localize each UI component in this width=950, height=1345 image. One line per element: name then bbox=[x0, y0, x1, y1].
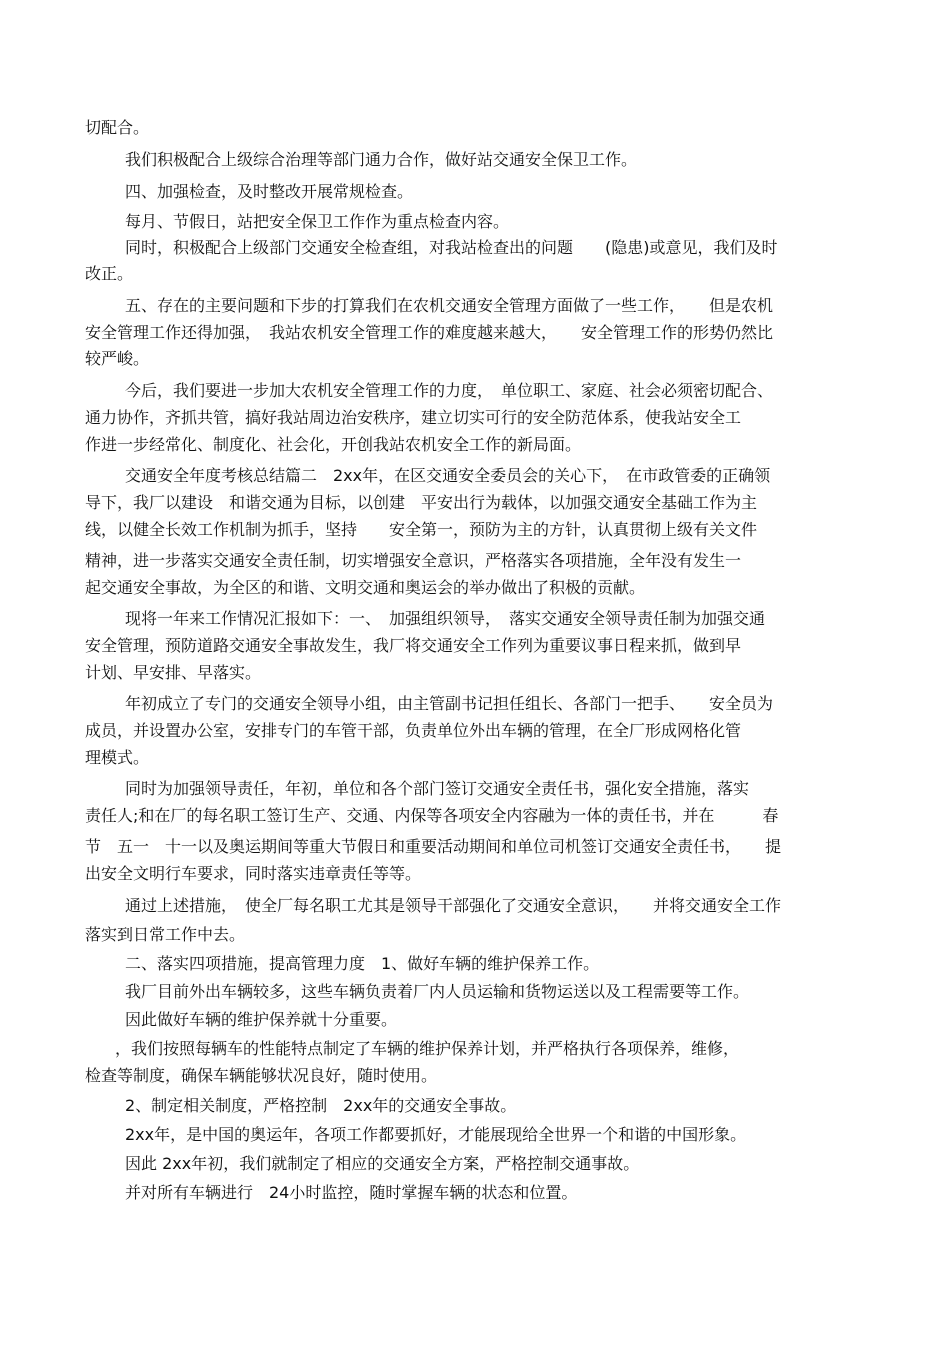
text-line: 每月、节假日，站把安全保卫工作作为重点检查内容。 bbox=[125, 212, 510, 231]
text-line: 理模式。 bbox=[85, 748, 150, 767]
text-line: 通过上述措施， 使全厂每名职工尤其是领导干部强化了交通安全意识， 并将交通安全工作 bbox=[125, 896, 782, 915]
text-line: 同时，积极配合上级部门交通安全检查组，对我站检查出的问题 (隐患)或意见，我们及时 bbox=[125, 238, 778, 257]
text-line: 现将一年来工作情况汇报如下：一、 加强组织领导， 落实交通安全领导责任制为加强交通 bbox=[125, 609, 766, 628]
text-line: 安全管理，预防道路交通安全事故发生，我厂将交通安全工作列为重要议事日程来抓，做到早 bbox=[85, 636, 742, 655]
text-line: 同时为加强领导责任，年初，单位和各个部门签订交通安全责任书，强化安全措施，落实 bbox=[125, 779, 750, 798]
text-line: 二、落实四项措施，提高管理力度 1、做好车辆的维护保养工作。 bbox=[125, 954, 600, 973]
text-line: 落实到日常工作中去。 bbox=[85, 925, 246, 944]
text-line: ，我们按照每辆车的性能特点制定了车辆的维护保养计划，并严格执行各项保养，维修， bbox=[115, 1039, 740, 1058]
text-line: 节 五一 十一以及奥运期间等重大节假日和重要活动期间和单位司机签订交通安全责任书， 提 bbox=[85, 837, 782, 856]
text-line: 安全管理工作还得加强， 我站农机安全管理工作的难度越来越大， 安全管理工作的形势仍然比 bbox=[85, 323, 774, 342]
text-line: 作进一步经常化、制度化、社会化，开创我站农机安全工作的新局面。 bbox=[85, 435, 582, 454]
text-line: 并对所有车辆进行 24小时监控，随时掌握车辆的状态和位置。 bbox=[125, 1183, 578, 1202]
text-line: 检查等制度，确保车辆能够状况良好，随时使用。 bbox=[85, 1066, 438, 1085]
text-line: 交通安全年度考核总结篇二 2xx年，在区交通安全委员会的关心下， 在市政管委的正确领 bbox=[125, 466, 771, 485]
text-line: 计划、早安排、早落实。 bbox=[85, 663, 262, 682]
text-line: 责任人;和在厂的每名职工签订生产、交通、内保等各项安全内容融为一体的责任书，并在 春 bbox=[85, 806, 779, 825]
text-line: 四、加强检查，及时整改开展常规检查。 bbox=[125, 182, 414, 201]
text-line: 我厂目前外出车辆较多，这些车辆负责着厂内人员运输和货物运送以及工程需要等工作。 bbox=[125, 982, 750, 1001]
text-line: 2xx年，是中国的奥运年，各项工作都要抓好，才能展现给全世界一个和谐的中国形象。 bbox=[125, 1125, 747, 1144]
text-line: 精神，进一步落实交通安全责任制，切实增强安全意识，严格落实各项措施，全年没有发生一 bbox=[85, 551, 742, 570]
text-line: 今后，我们要进一步加大农机安全管理工作的力度， 单位职工、家庭、社会必须密切配合、 bbox=[125, 381, 774, 400]
text-line: 出安全文明行车要求，同时落实违章责任等等。 bbox=[85, 864, 422, 883]
text-line: 导下，我厂以建设 和谐交通为目标，以创建 平安出行为载体，以加强交通安全基础工作为主 bbox=[85, 493, 758, 512]
text-line: 我们积极配合上级综合治理等部门通力合作，做好站交通安全保卫工作。 bbox=[125, 150, 638, 169]
text-line: 起交通安全事故，为全区的和谐、文明交通和奥运会的举办做出了积极的贡献。 bbox=[85, 578, 646, 597]
text-line: 2、制定相关制度，严格控制 2xx年的交通安全事故。 bbox=[125, 1096, 517, 1115]
text-line: 五、存在的主要问题和下步的打算我们在农机交通安全管理方面做了一些工作， 但是农机 bbox=[125, 296, 774, 315]
text-line: 成员，并设置办公室，安排专门的车管干部，负责单位外出车辆的管理，在全厂形成网格化管 bbox=[85, 721, 742, 740]
text-line: 较严峻。 bbox=[85, 349, 150, 368]
text-line: 切配合。 bbox=[85, 118, 150, 137]
text-line: 改正。 bbox=[85, 264, 134, 283]
text-line: 线，以健全长效工作机制为抓手，坚持 安全第一，预防为主的方针，认真贯彻上级有关文件 bbox=[85, 520, 758, 539]
text-line: 年初成立了专门的交通安全领导小组，由主管副书记担任组长、各部门一把手、 安全员为 bbox=[125, 694, 774, 713]
text-line: 因此 2xx年初，我们就制定了相应的交通安全方案，严格控制交通事故。 bbox=[125, 1154, 640, 1173]
text-line: 因此做好车辆的维护保养就十分重要。 bbox=[125, 1010, 398, 1029]
text-line: 通力协作，齐抓共管，搞好我站周边治安秩序，建立切实可行的安全防范体系，使我站安全工 bbox=[85, 408, 742, 427]
